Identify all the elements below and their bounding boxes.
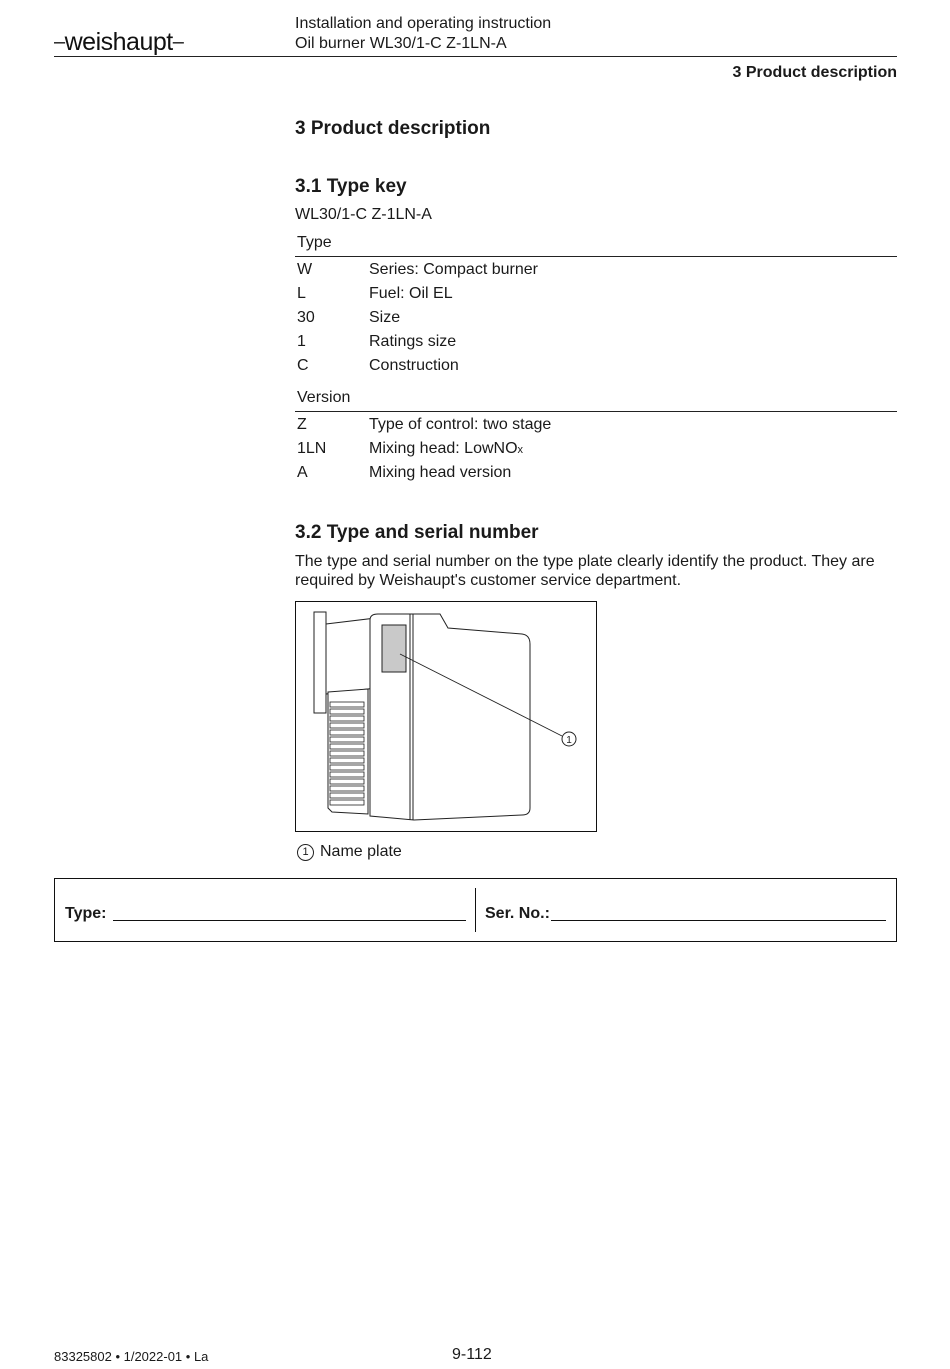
type-code: L — [297, 285, 306, 302]
type-label: Type: — [65, 905, 107, 922]
serial-paragraph: The type and serial number on the type plate clearly identify the product. They are required by Weishaupt's customer service department. — [295, 553, 875, 589]
caption-number: 1 — [297, 844, 314, 861]
table-row — [295, 413, 897, 437]
footer-doc-code: 83325802 • 1/2022-01 • La — [54, 1349, 209, 1364]
version-description — [369, 437, 897, 461]
type-code: C — [297, 357, 309, 374]
page-number: 9-112 — [452, 1346, 492, 1363]
weishaupt-logo: –weishaupt– — [54, 28, 184, 56]
type-field-line[interactable] — [113, 920, 466, 921]
serial-heading: 3.2 Type and serial number — [295, 522, 539, 543]
serial-field-line[interactable] — [551, 920, 886, 921]
serial-label: Ser. No.: — [485, 905, 550, 922]
type-description: Series: Compact burner — [369, 261, 538, 278]
header-section-label: 3 Product description — [732, 64, 897, 81]
type-table-header: Type — [297, 234, 332, 251]
burner-figure — [295, 601, 597, 832]
type-description: Fuel: Oil EL — [369, 285, 453, 302]
type-description: Construction — [369, 357, 459, 374]
type-code: W — [297, 261, 313, 278]
type-table — [295, 233, 897, 378]
version-code: 1LN — [297, 440, 327, 457]
version-description-text: Mixing head: LowNO — [369, 440, 518, 457]
header-rule — [54, 56, 897, 57]
burner-illustration — [296, 602, 596, 831]
type-code: 1 — [297, 333, 306, 350]
type-key-heading: 3.1 Type key — [295, 176, 407, 197]
caption-text: Name plate — [320, 843, 402, 860]
table-row — [295, 258, 897, 282]
nox-subscript: x — [517, 444, 524, 456]
table-row — [295, 282, 897, 306]
type-description: Ratings size — [369, 333, 457, 350]
doc-title: Installation and operating instruction — [295, 15, 552, 32]
figure-caption — [297, 843, 402, 861]
version-code: A — [297, 464, 308, 481]
version-table — [295, 388, 897, 485]
version-description: Type of control: two stage — [369, 416, 552, 433]
section-title: 3 Product description — [295, 118, 491, 139]
table-row — [295, 461, 897, 485]
type-description: Size — [369, 309, 401, 326]
version-description: Mixing head version — [369, 464, 512, 481]
table-row — [295, 306, 897, 330]
type-serial-box — [54, 878, 897, 942]
figure-callout: 1 — [566, 735, 572, 746]
model-designation: WL30/1-C Z-1LN-A — [295, 206, 432, 223]
table-row — [295, 330, 897, 354]
doc-subtitle: Oil burner WL30/1-C Z-1LN-A — [295, 35, 507, 52]
version-table-header: Version — [297, 389, 351, 406]
box-divider — [475, 888, 476, 932]
type-code: 30 — [297, 309, 315, 326]
table-row — [295, 354, 897, 378]
table-row — [295, 437, 897, 461]
version-code: Z — [297, 416, 307, 433]
